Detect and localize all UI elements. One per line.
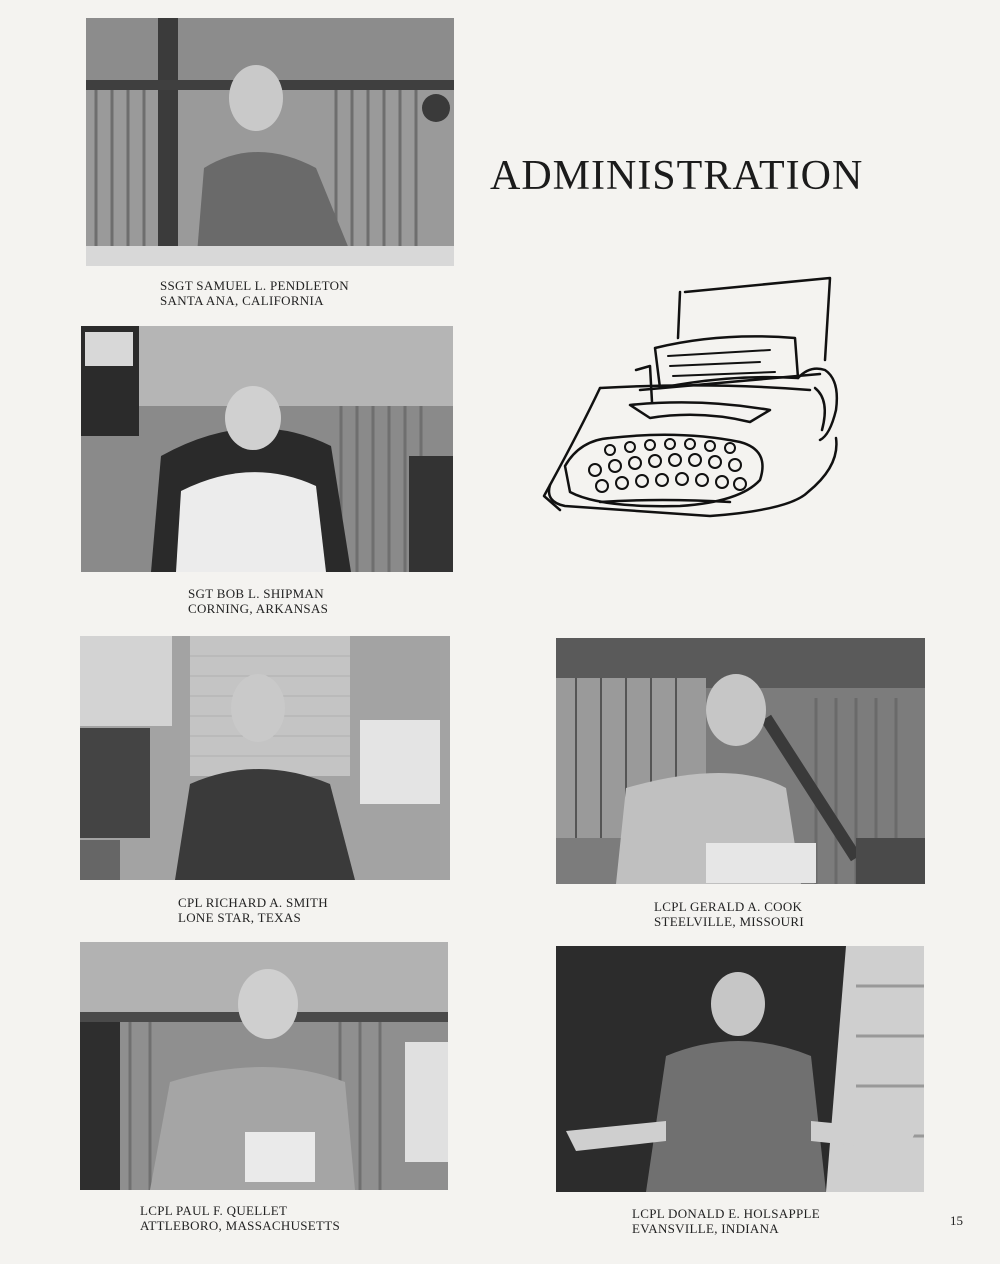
caption-shipman bbox=[188, 586, 328, 616]
caption-rank-name: CPL RICHARD A. SMITH bbox=[178, 895, 328, 910]
caption-rank-name: SSGT SAMUEL L. PENDLETON bbox=[160, 278, 349, 293]
portrait-photo-holsapple bbox=[556, 946, 924, 1192]
page-number: 15 bbox=[950, 1213, 963, 1228]
caption-hometown: SANTA ANA, CALIFORNIA bbox=[160, 293, 324, 308]
caption-rank-name: LCPL DONALD E. HOLSAPPLE bbox=[632, 1206, 820, 1221]
caption-rank-name: LCPL PAUL F. QUELLET bbox=[140, 1203, 288, 1218]
portrait-photo-quellet bbox=[80, 942, 448, 1190]
caption-pendleton bbox=[160, 278, 349, 308]
page-title: ADMINISTRATION bbox=[490, 153, 864, 199]
caption-rank-name: SGT BOB L. SHIPMAN bbox=[188, 586, 324, 601]
typewriter-sketch-icon bbox=[540, 270, 860, 550]
caption-rank-name: LCPL GERALD A. COOK bbox=[654, 899, 803, 914]
caption-hometown: ATTLEBORO, MASSACHUSETTS bbox=[140, 1218, 341, 1233]
caption-holsapple bbox=[632, 1206, 820, 1236]
caption-hometown: LONE STAR, TEXAS bbox=[178, 910, 302, 925]
portrait-photo-pendleton bbox=[86, 18, 454, 266]
caption-hometown: CORNING, ARKANSAS bbox=[188, 601, 329, 616]
portrait-photo-shipman bbox=[81, 326, 453, 572]
caption-quellet bbox=[140, 1203, 340, 1233]
caption-smith bbox=[178, 895, 328, 925]
caption-hometown: STEELVILLE, MISSOURI bbox=[654, 914, 804, 929]
portrait-photo-smith bbox=[80, 636, 450, 880]
caption-cook bbox=[654, 899, 804, 929]
caption-hometown: EVANSVILLE, INDIANA bbox=[632, 1221, 779, 1236]
portrait-photo-cook bbox=[556, 638, 925, 884]
